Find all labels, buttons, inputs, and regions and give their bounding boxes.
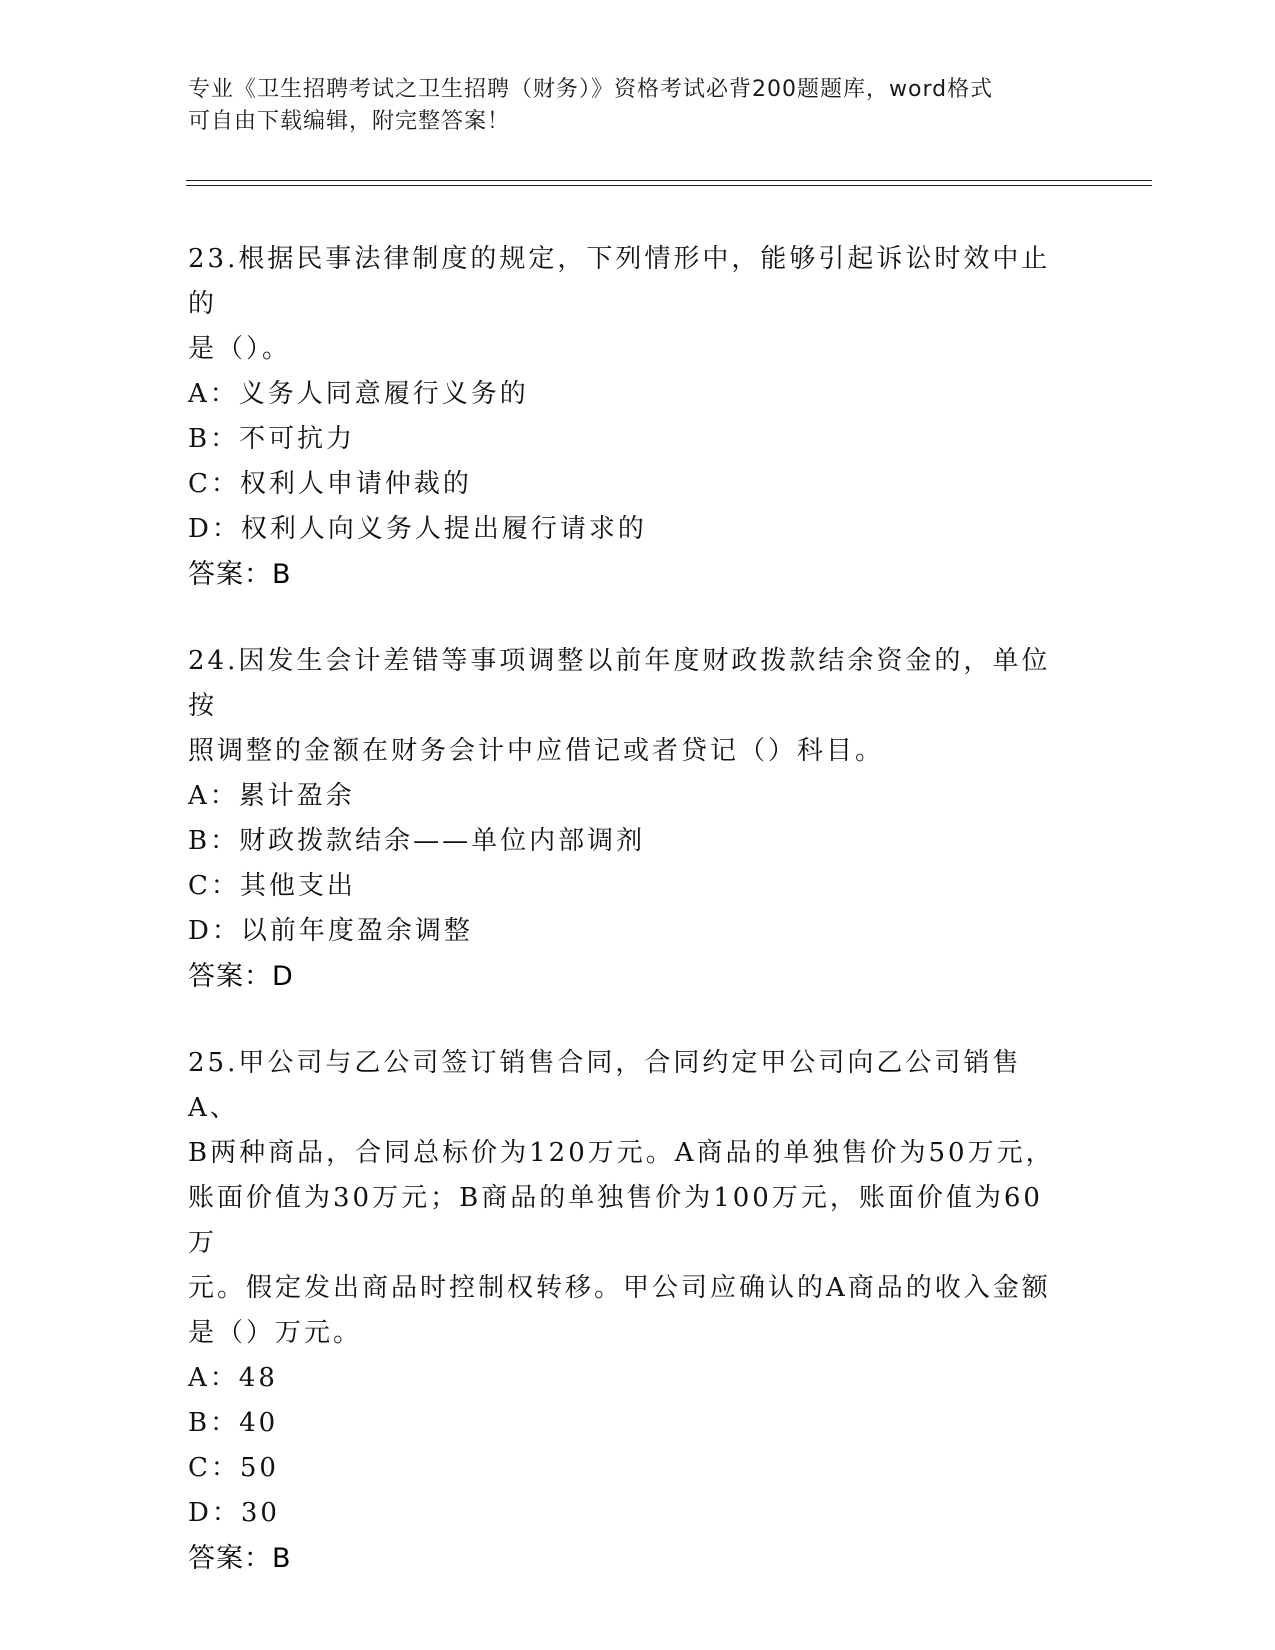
- question-stem-line: 是（）。: [188, 334, 292, 364]
- option-d: D：以前年度盈余调整: [188, 916, 473, 946]
- question-stem-line: B两种商品，合同总标价为120万元。A商品的单独售价为50万元，: [188, 1138, 1055, 1168]
- question-23: [188, 237, 1088, 597]
- option-b: B：财政拨款结余——单位内部调剂: [188, 826, 646, 856]
- header-divider-top: [186, 180, 1152, 181]
- option-c: C：其他支出: [188, 871, 356, 901]
- question-stem-line: 账面价值为30万元；B商品的单独售价为100万元，账面价值为60万: [188, 1183, 1043, 1258]
- question-25: [188, 1041, 1088, 1581]
- question-stem-line: 照调整的金额在财务会计中应借记或者贷记（）科目。: [188, 736, 885, 766]
- question-stem: [188, 639, 1068, 774]
- question-stem: [188, 1041, 1068, 1356]
- question-stem-line: 元。假定发出商品时控制权转移。甲公司应确认的A商品的收入金额: [188, 1273, 1051, 1303]
- option-c: C：50: [188, 1453, 279, 1483]
- question-stem-line: 24.因发生会计差错等事项调整以前年度财政拨款结余资金的，单位按: [188, 646, 1051, 721]
- answer: 答案：B: [188, 1543, 292, 1574]
- header-divider-bottom: [186, 185, 1152, 186]
- header-line-1: 专业《卫生招聘考试之卫生招聘（财务）》资格考试必背200题题库，word格式: [188, 77, 994, 102]
- question-list: [188, 237, 1088, 1581]
- question-stem-line: 25.甲公司与乙公司签订销售合同，合同约定甲公司向乙公司销售A、: [188, 1048, 1022, 1123]
- option-c: C：权利人申请仲裁的: [188, 469, 472, 499]
- option-a: A：义务人同意履行义务的: [188, 379, 529, 409]
- answer: 答案：B: [188, 559, 292, 590]
- option-b: B：40: [188, 1408, 279, 1438]
- option-d: D：权利人向义务人提出履行请求的: [188, 514, 647, 544]
- option-d: D：30: [188, 1498, 280, 1528]
- question-24: [188, 639, 1088, 999]
- header-line-2: 可自由下载编辑，附完整答案！: [188, 109, 511, 134]
- answer: 答案：D: [188, 961, 294, 992]
- question-stem-line: 是（）万元。: [188, 1318, 363, 1348]
- question-stem-line: 23.根据民事法律制度的规定，下列情形中，能够引起诉讼时效中止的: [188, 244, 1051, 319]
- option-a: A：累计盈余: [188, 781, 355, 811]
- question-stem: [188, 237, 1068, 372]
- document-header: [188, 74, 1068, 138]
- option-b: B：不可抗力: [188, 424, 356, 454]
- option-a: A：48: [188, 1363, 278, 1393]
